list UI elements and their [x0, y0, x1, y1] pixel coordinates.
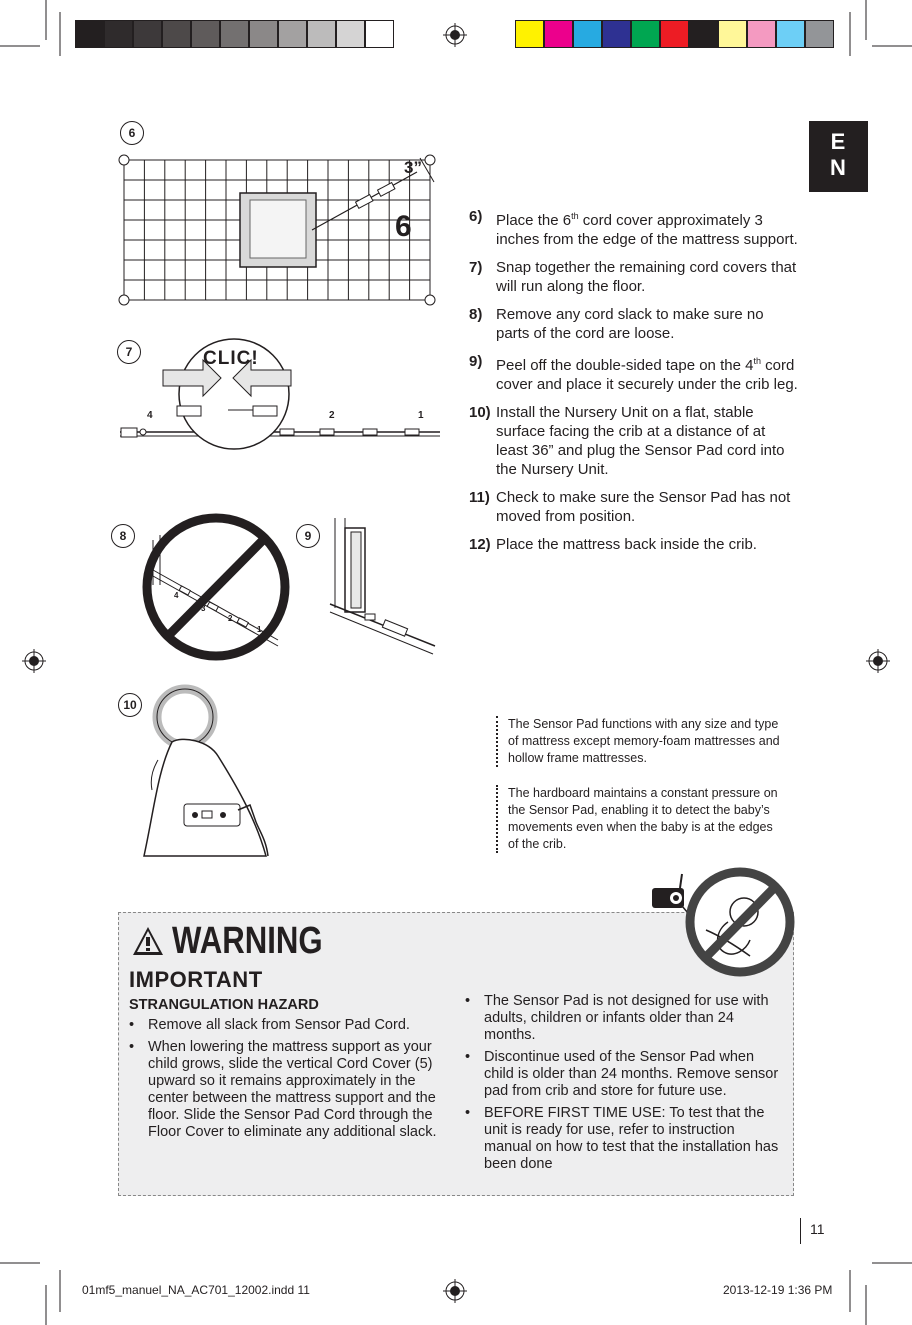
figure-8-prohibited — [138, 510, 298, 670]
step-text-main: Place the mattress back inside the crib. — [496, 536, 757, 553]
bullet-dot: • — [465, 1105, 471, 1121]
step-item — [469, 258, 799, 296]
installation-steps — [469, 207, 799, 563]
warning-triangle-icon — [132, 926, 164, 956]
step-text-main: Install the Nursery Unit on a flat, stable surface facing the crib at a distance of at least 36” and plug the Sensor Pad cord into the Nursery Unit. — [496, 404, 785, 478]
cover-number: 2 — [329, 410, 335, 421]
bullet-dot: • — [129, 1039, 135, 1055]
language-tab-letter: N — [830, 155, 847, 180]
step-item — [469, 305, 799, 343]
clic-label: CLIC! — [203, 348, 259, 369]
process-swatch — [573, 20, 602, 48]
gray-swatch — [104, 20, 133, 48]
step-text-rest: cord cover approximately 3 inches from the edge of the mattress support. — [496, 212, 798, 248]
registration-mark-icon — [866, 649, 890, 673]
gray-swatch — [191, 20, 220, 48]
step-text — [496, 258, 799, 296]
bullet-dot: • — [129, 1017, 135, 1033]
figure-badge: 10 — [118, 693, 142, 717]
language-tab-letter: E — [830, 129, 847, 154]
figure-badge: 7 — [117, 340, 141, 364]
step-number: 9) — [469, 353, 483, 370]
process-swatch — [776, 20, 805, 48]
step-number: 12) — [469, 536, 491, 553]
cover-number: 1 — [257, 625, 262, 634]
warning-title: WARNING — [172, 920, 323, 962]
warning-bullet — [465, 1105, 783, 1173]
process-swatch — [631, 20, 660, 48]
footer-timestamp: 2013-12-19 1:36 PM — [723, 1283, 833, 1297]
process-swatch — [718, 20, 747, 48]
page-number-divider — [800, 1218, 801, 1244]
warning-bullet — [129, 1017, 449, 1034]
bullet-text: Discontinue used of the Sensor Pad when child is older than 24 months. Remove sensor pad from crib and store for future use. — [484, 1049, 779, 1099]
step-number: 6) — [469, 208, 483, 225]
step-item — [469, 488, 799, 526]
cover-number: 3 — [201, 604, 206, 613]
step-text — [496, 207, 799, 249]
step-text-main: Remove any cord slack to make sure no parts of the cord are loose. — [496, 306, 764, 342]
figure-7-clic — [115, 340, 445, 460]
footer-filename: 01mf5_manuel_NA_AC701_12002.indd 11 — [82, 1283, 310, 1297]
registration-mark-icon — [22, 649, 46, 673]
step-text — [496, 305, 799, 343]
process-swatch — [544, 20, 573, 48]
cord-cover-number: 6 — [395, 210, 412, 243]
step-ordinal-suffix: th — [571, 211, 579, 221]
gray-swatch — [365, 20, 394, 48]
step-text-main: Place the 6 — [496, 212, 572, 229]
bullet-dot: • — [465, 993, 471, 1009]
step-number: 8) — [469, 306, 483, 323]
bullet-text: Remove all slack from Sensor Pad Cord. — [148, 1017, 410, 1033]
note-mattress: The Sensor Pad functions with any size and type of mattress except memory-foam mattresses and hollow frame mattresses. — [496, 716, 786, 767]
cover-number: 2 — [228, 614, 233, 623]
page-number: 11 — [810, 1221, 825, 1237]
registration-mark-icon — [443, 1279, 467, 1303]
bullet-text: The Sensor Pad is not designed for use with adults, children or infants older than 24 months. — [484, 993, 769, 1043]
step-item — [469, 535, 799, 554]
step-text-main: Check to make sure the Sensor Pad has not moved from position. — [496, 489, 791, 525]
measurement-label: 3” — [404, 158, 422, 177]
step-text-rest: cord cover and place it securely under the crib leg. — [496, 357, 798, 393]
gray-swatch — [220, 20, 249, 48]
step-number: 11) — [469, 489, 490, 506]
warning-bullet — [465, 993, 783, 1044]
gray-swatch — [336, 20, 365, 48]
step-item — [469, 207, 799, 249]
warning-left-column — [129, 1017, 449, 1146]
process-swatch — [689, 20, 718, 48]
process-swatch — [602, 20, 631, 48]
figure-9-crib-leg — [325, 518, 445, 658]
step-text — [496, 352, 799, 394]
step-number: 10) — [469, 404, 491, 421]
step-item — [469, 403, 799, 479]
figure-6-crib-grid — [112, 150, 452, 350]
step-text-main: Snap together the remaining cord covers that will run along the floor. — [496, 259, 797, 295]
warning-bullet — [465, 1049, 783, 1100]
step-number: 7) — [469, 259, 483, 276]
process-swatch — [515, 20, 544, 48]
gray-swatch — [75, 20, 104, 48]
bullet-dot: • — [465, 1049, 471, 1065]
cover-number: 4 — [147, 410, 153, 421]
process-swatch — [660, 20, 689, 48]
bullet-text: When lowering the mattress support as your child grows, slide the vertical Cord Cover (5) upward so it remains approximately in the center between the mattress support and the floor. Slide the Sensor Pad Cord through the Floor Cover to eliminate any additional slack. — [148, 1039, 437, 1140]
hazard-heading: STRANGULATION HAZARD — [129, 997, 319, 1013]
important-heading: IMPORTANT — [129, 967, 263, 992]
gray-swatch — [162, 20, 191, 48]
registration-mark-icon — [443, 23, 467, 47]
step-text — [496, 535, 799, 554]
gray-swatch — [249, 20, 278, 48]
warning-bullet — [129, 1039, 449, 1141]
process-swatch — [747, 20, 776, 48]
step-text-main: Peel off the double-sided tape on the 4 — [496, 357, 754, 374]
note-hardboard: The hardboard maintains a constant pressure on the Sensor Pad, enabling it to detect the baby’s movements even when the baby is at the edges of the crib. — [496, 785, 786, 853]
step-ordinal-suffix: th — [753, 356, 761, 366]
cover-number: 4 — [174, 591, 179, 600]
language-tab — [809, 121, 868, 192]
step-text — [496, 488, 799, 526]
process-swatch — [805, 20, 834, 48]
step-text — [496, 403, 799, 479]
figure-10-nursery-unit — [138, 680, 278, 860]
warning-right-column — [465, 993, 783, 1178]
gray-swatch — [133, 20, 162, 48]
figure-badge: 8 — [111, 524, 135, 548]
figure-badge: 9 — [296, 524, 320, 548]
no-monitor-near-baby-icon — [650, 870, 790, 990]
figure-badge: 6 — [120, 121, 144, 145]
bullet-text: BEFORE FIRST TIME USE: To test that the unit is ready for use, refer to instruction manual on how to test that the installation has been done — [484, 1105, 779, 1172]
cover-number: 1 — [418, 410, 424, 421]
step-item — [469, 352, 799, 394]
gray-swatch — [278, 20, 307, 48]
gray-swatch — [307, 20, 336, 48]
